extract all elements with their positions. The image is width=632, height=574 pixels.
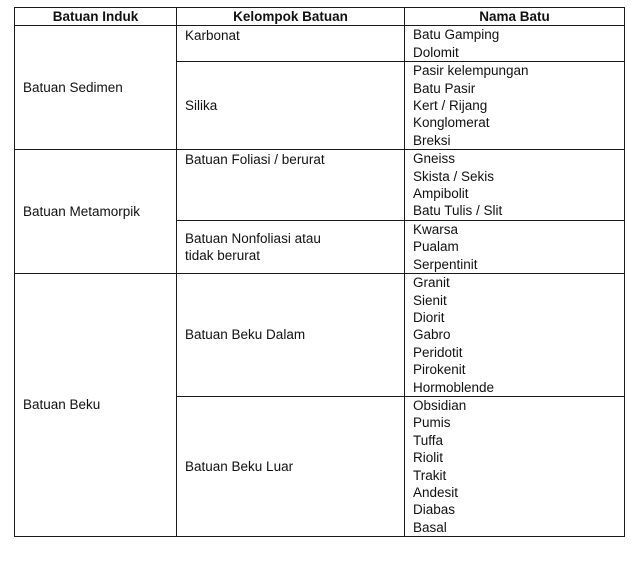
header-kelompok-batuan: Kelompok Batuan: [177, 8, 405, 26]
rock-name: Kert / Rijang: [413, 98, 488, 114]
kelompok-nonfoliasi: [177, 220, 405, 273]
kelompok-silika: Silika: [177, 62, 405, 150]
rock-name: Skista / Sekis: [413, 168, 495, 184]
kelompok-beku-dalam: Batuan Beku Dalam: [177, 274, 405, 397]
rock-classification-table: [14, 7, 625, 537]
rock-name: Batu Pasir: [413, 80, 476, 96]
rock-name: Dolomit: [413, 44, 459, 60]
rock-name: Ampibolit: [413, 186, 469, 202]
kelompok-line: Batuan Nonfoliasi atau: [185, 230, 321, 246]
rock-name: Batu Tulis / Slit: [413, 203, 503, 219]
table-row: [15, 150, 625, 221]
names-nonfoliasi: [405, 220, 625, 273]
table-row: [15, 26, 625, 62]
rock-name: Konglomerat: [413, 115, 490, 131]
rock-name: Pirokenit: [413, 362, 466, 378]
names-foliasi: [405, 150, 625, 221]
rock-name: Serpentinit: [413, 256, 478, 272]
rock-name: Riolit: [413, 450, 444, 466]
rock-name: Pualam: [413, 239, 459, 255]
induk-metamorpik: Batuan Metamorpik: [15, 150, 177, 274]
kelompok-foliasi: Batuan Foliasi / berurat: [177, 150, 405, 221]
rock-name: Gneiss: [413, 151, 456, 167]
rock-name: Diabas: [413, 502, 456, 518]
header-nama-batu: Nama Batu: [405, 8, 625, 26]
rock-name: Hormoblende: [413, 379, 495, 395]
rock-name: Peridotit: [413, 344, 463, 360]
rock-name: Kwarsa: [413, 221, 459, 237]
rock-name: Batu Gamping: [413, 27, 500, 43]
rock-name: Granit: [413, 275, 450, 291]
induk-sedimen: Batuan Sedimen: [15, 26, 177, 150]
kelompok-beku-luar: Batuan Beku Luar: [177, 396, 405, 536]
rock-name: Breksi: [413, 132, 451, 148]
rock-name: Sienit: [413, 292, 447, 308]
rock-name: Diorit: [413, 309, 445, 325]
rock-name: Obsidian: [413, 397, 467, 413]
names-beku-dalam: [405, 274, 625, 397]
induk-beku: Batuan Beku: [15, 274, 177, 537]
rock-name: Pasir kelempungan: [413, 63, 529, 79]
rock-name: Tuffa: [413, 432, 444, 448]
header-batuan-induk: Batuan Induk: [15, 8, 177, 26]
names-beku-luar: [405, 396, 625, 536]
rock-name: Trakit: [413, 467, 447, 483]
rock-name: Andesit: [413, 484, 459, 500]
names-karbonat: [405, 26, 625, 62]
rock-name: Gabro: [413, 327, 451, 343]
kelompok-line: tidak berurat: [185, 247, 261, 263]
table-row: [15, 274, 625, 397]
kelompok-karbonat: Karbonat: [177, 26, 405, 62]
rock-name: Basal: [413, 519, 447, 535]
header-row: [15, 8, 625, 26]
names-silika: [405, 62, 625, 150]
rock-name: Pumis: [413, 415, 451, 431]
